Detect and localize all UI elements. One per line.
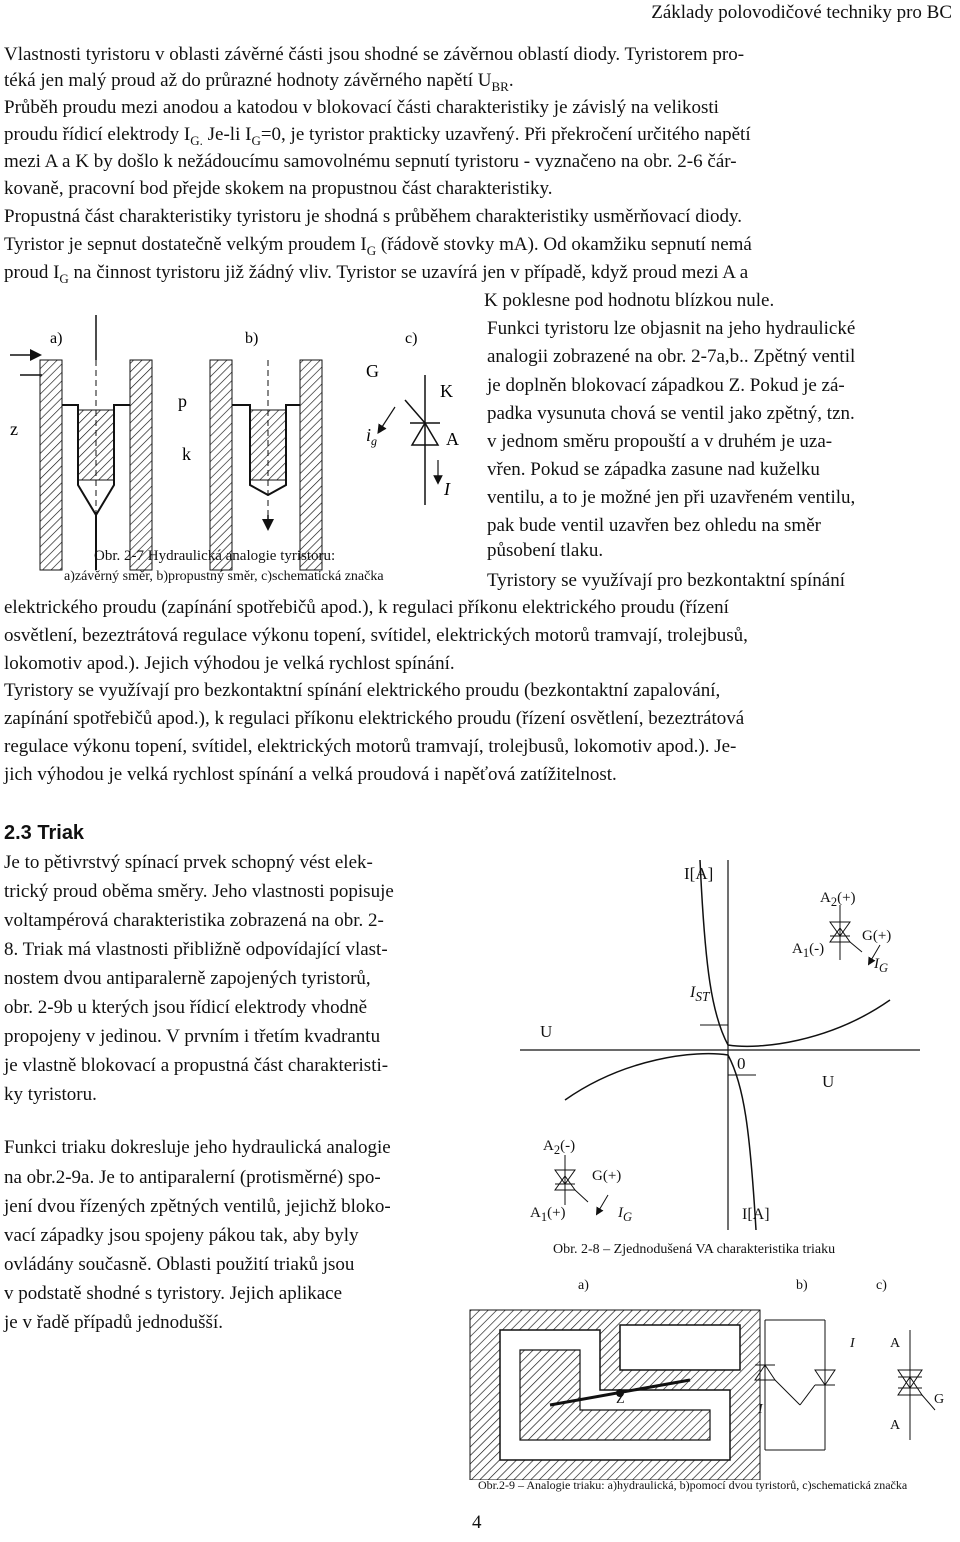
text-line: je vlastně blokovací a propustná část charakteristi- (4, 1055, 389, 1076)
text-line: pak bude ventil uzavřen bez ohledu na směr (487, 515, 821, 536)
fig27-label-I: I (444, 479, 450, 499)
text-line: obr. 2-9b u kterých jsou řídicí elektrody vhodně (4, 997, 368, 1018)
text-line: Tyristor je sepnut dostatečně velkým proudem $I_G$ (řádově stovky mA). Od okamžiku sepnutí nemá (4, 234, 752, 258)
section-heading: 2.3 Triak (4, 822, 85, 844)
fig27-label-z: z (10, 419, 18, 439)
fig29-label-I1: I (850, 1336, 855, 1351)
fig28-label-IG: $I_G$ (874, 956, 889, 975)
fig27-label-G: G (366, 361, 379, 381)
text-line: vací západky jsou spojeny pákou tak, aby byly (4, 1225, 359, 1246)
fig28-label-A1m: $A_1(-)$ (792, 941, 825, 960)
text-line: v podstatě shodné s tyristory. Jejich aplikace (4, 1283, 343, 1304)
fig29-label-b: b) (796, 1278, 808, 1293)
text-line: Tyristory se využívají pro bezkontaktní spínání elektrického proudu (bezkontaktní zapalování, (4, 680, 721, 701)
hydraulic-valve-a (10, 315, 152, 570)
figure-2-8 (500, 850, 940, 1240)
fig29-label-I2: I (758, 1402, 763, 1417)
fig29-caption: Obr.2-9 – Analogie triaku: a)hydraulická, b)pomocí dvou tyristorů, c)schematická značka (478, 1478, 908, 1492)
fig28-label-U-right: U (822, 1072, 835, 1091)
text-line: K poklesne pod hodnotu blízkou nule. (484, 290, 775, 311)
text-line: elektrického proudu (zapínání spotřebičů apod.), k regulaci příkonu elektrického proudu (řízení (4, 597, 729, 618)
text-line: regulace výkonu topení, svítidel, elektrických motorů tramvají, trolejbusů, lokomotiv apod.). Je- (4, 736, 737, 757)
text-line: Průběh proudu mezi anodou a katodou v blokovací části charakteristiky je závislý na velikosti (4, 97, 719, 118)
fig27-label-c: c) (405, 330, 418, 347)
text-line: mezi A a K by došlo k nežádoucímu samovolnému sepnutí tyristoru - vyznačeno na obr. 2-6 čár- (4, 151, 737, 172)
fig28-label-IST: $I_{ST}$ (690, 984, 710, 1005)
fig29-label-a: a) (578, 1278, 589, 1293)
text-line: v jednom směru propouští a v druhém je uza- (487, 431, 833, 452)
fig27-label-b: b) (245, 330, 259, 347)
two-thyristors (755, 1320, 835, 1450)
text-line: analogii zobrazené na obr. 2-7a,b.. Zpětný ventil (487, 346, 856, 367)
text-line: Funkci tyristoru lze objasnit na jeho hydraulické (487, 318, 856, 339)
fig27-caption-1: Obr. 2-7 Hydraulická analogie tyristoru: (94, 548, 336, 564)
text-line: jení dvou řízených zpětných ventilů, jejichž bloko- (4, 1196, 391, 1217)
thyristor-symbol (380, 375, 440, 505)
text-line: trický proud oběma směry. Jeho vlastnosti popisuje (4, 881, 394, 902)
text-line: proudu řídicí elektrody $I_{G.}$ Je-li $I_G=0$, je tyristor prakticky uzavřený. Při překročení určitého napětí (4, 124, 751, 148)
page-number: 4 (472, 1512, 482, 1533)
fig27-label-k: k (182, 444, 191, 464)
text-line: kovaně, pracovní bod přejde skokem na propustnou část charakteristiky. (4, 178, 553, 199)
characteristic-lower (565, 1054, 756, 1230)
hydraulic-valve-b (210, 360, 322, 570)
text-line: Vlastnosti tyristoru v oblasti závěrné části jsou shodné se závěrnou oblastí diody. Tyristorem pro- (4, 44, 745, 65)
fig27-label-A: A (446, 429, 459, 449)
fig28-label-Ia2: I[A] (742, 1206, 770, 1223)
text-line: Propustná část charakteristiky tyristoru je shodná s průběhem charakteristiky usměrňovací diody. (4, 206, 742, 227)
text-line: nostem dvou antiparalerně zapojených tyristorů, (4, 968, 371, 989)
text-line: je v řadě případů jednodušší. (4, 1312, 223, 1333)
fig29-label-A1: A (890, 1336, 901, 1351)
text-line: na obr.2-9a. Je to antiparalerní (protisměrné) spo- (4, 1167, 381, 1188)
fig28-label-IG2: $I_G$ (618, 1205, 633, 1224)
text-line: voltampérová charakteristika zobrazená na obr. 2- (4, 910, 384, 931)
text-line: ovládány současně. Oblasti použití triaků jsou (4, 1254, 355, 1275)
text-line: ky tyristoru. (4, 1084, 97, 1105)
fig28-caption: Obr. 2-8 – Zjednodušená VA charakteristika triaku (553, 1242, 836, 1257)
running-header: Základy polovodičové techniky pro BC (651, 2, 952, 23)
fig29-label-G: G (934, 1392, 945, 1407)
text-line: Je to pětivrstvý spínací prvek schopný vést elek- (4, 852, 373, 873)
text-line: vřen. Pokud se západka zasune nad kuželku (487, 459, 820, 480)
text-line: ventilu, a to je možné jen při uzavřeném ventilu, (487, 487, 856, 508)
fig27-caption-2: a)závěrný směr, b)propustný směr, c)schematická značka (64, 569, 384, 584)
fig28-label-Gp: G(+) (862, 928, 892, 944)
fig28-label-U-left: U (540, 1022, 553, 1041)
text-line: lokomotiv apod.). Jejich výhodou je velká rychlost spínání. (4, 653, 455, 674)
triac-symbol (898, 1330, 935, 1440)
fig28-label-zero: 0 (737, 1054, 746, 1073)
text-line: propojeny v jedinou. V prvním i třetím kvadrantu (4, 1026, 381, 1047)
fig28-label-A2m: $A_2(-)$ (543, 1138, 576, 1157)
fig28-label-Ia: I[A] (684, 864, 714, 883)
fig28-label-A1p: $A_1(+)$ (530, 1205, 566, 1224)
text-line: zapínání spotřebičů apod.), k regulaci příkonu elektrického proudu (řízení osvětlení, bezeztrátová (4, 708, 745, 729)
fig27-label-a: a) (50, 330, 63, 347)
hydraulic-triac (470, 1310, 760, 1480)
fig29-label-Z: Z (616, 1392, 625, 1407)
text-line: téká jen malý proud až do průrazné hodnoty závěrného napětí $U_{BR}$. (4, 70, 514, 94)
fig27-label-K: K (440, 381, 453, 401)
fig28-label-Gp2: G(+) (592, 1168, 622, 1184)
text-line: Tyristory se využívají pro bezkontaktní spínání (487, 570, 846, 591)
text-line: je doplněn blokovací západkou Z. Pokud je zá- (487, 375, 845, 396)
text-line: působení tlaku. (487, 540, 604, 561)
fig28-label-A2p: $A_2(+)$ (820, 890, 856, 909)
text-line: Funkci triaku dokresluje jeho hydraulická analogie (4, 1137, 391, 1158)
fig27-label-ig: $i_g$ (366, 425, 378, 448)
text-line: 8. Triak má vlastnosti přibližně odpovídající vlast- (4, 939, 388, 960)
fig29-label-A2: A (890, 1418, 901, 1433)
fig27-label-p: p (178, 391, 187, 411)
fig29-label-c: c) (876, 1278, 887, 1293)
text-line: osvětlení, bezeztrátová regulace výkonu topení, svítidel, elektrických motorů tramvají, trolejbusů, (4, 625, 748, 646)
text-line: jich výhodou je velká rychlost spínání a velká proudová i napěťová zatížitelnost. (4, 764, 617, 785)
text-line: proud $I_G$ na činnost tyristoru již žádný vliv. Tyristor se uzavírá jen v případě, když proud mezi A a (4, 262, 749, 286)
text-line: padka vysunuta chová se ventil jako zpětný, tzn. (487, 403, 855, 424)
figure-2-9 (460, 1270, 950, 1480)
